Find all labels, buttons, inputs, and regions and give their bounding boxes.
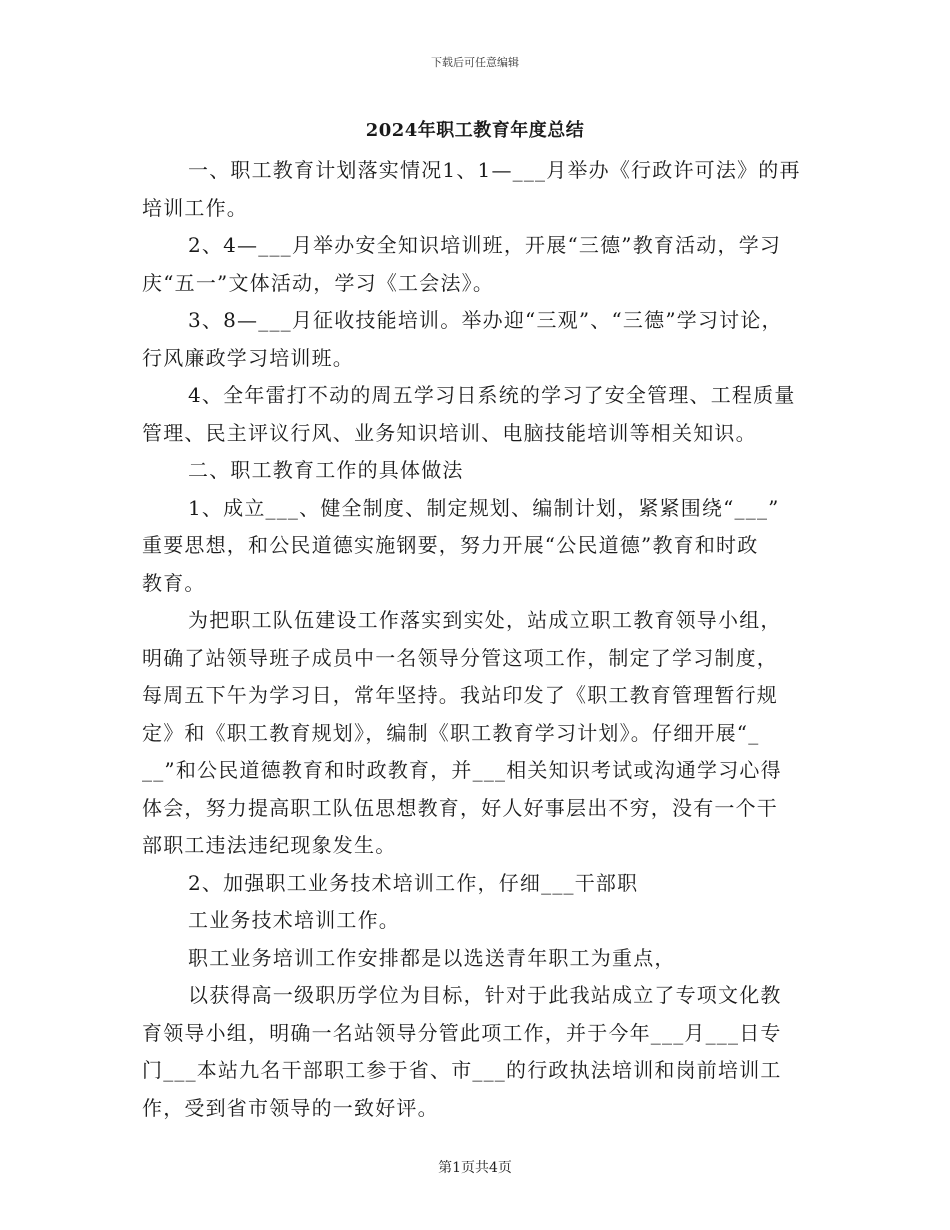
page-header: 下载后可任意编辑	[431, 56, 519, 69]
paragraph-line: 2、加强职工业务技术培训工作，仔细___干部职	[188, 870, 639, 895]
paragraph-line: __”和公民道德教育和时政教育，并___相关知识考试或沟通学习心得	[142, 758, 782, 782]
paragraph-plan-3	[142, 302, 818, 377]
paragraph-line: 部职工违法违纪现象发生。	[142, 833, 397, 857]
paragraph-line: 作，受到省市领导的一致好评。	[142, 1095, 439, 1120]
paragraph-line: 重要思想，和公民道德实施钢要，努力开展“公民道德”教育和时政	[142, 533, 759, 557]
paragraph-plan-4	[142, 377, 818, 452]
paragraph-line: 明确了站领导班子成员中一名领导分管这项工作，制定了学习制度，	[142, 645, 778, 670]
paragraph-line: 育领导小组，明确一名站领导分管此项工作，并于今年___月___日专	[142, 1020, 782, 1045]
paragraph-line: 每周五下午为学习日，常年坚持。我站印发了《职工教育管理暂行规	[142, 683, 778, 707]
paragraph-line: 庆“五一”文体活动，学习《工会法》。	[142, 270, 495, 295]
paragraph-line: 体会，努力提高职工队伍思想教育，好人好事层出不穷，没有一个干	[142, 795, 778, 820]
paragraph-line: 行风廉政学习培训班。	[142, 345, 354, 370]
paragraph-line: 职工业务培训工作安排都是以选送青年职工为重点，	[188, 945, 676, 970]
section-heading-methods	[142, 452, 818, 490]
paragraph-line: 管理、民主评议行风、业务知识培训、电脑技能培训等相关知识。	[142, 420, 757, 445]
paragraph-line: 培训工作。	[142, 195, 248, 220]
paragraph-line: 1、成立___、健全制度、制定规划、编制计划，紧紧围绕“___”	[188, 495, 780, 520]
paragraph-line: 为把职工队伍建设工作落实到实处，站成立职工教育领导小组，	[188, 608, 782, 632]
paragraph-team-building	[142, 602, 818, 865]
paragraph-method-2-cont	[142, 902, 818, 940]
paragraph-line: 教育。	[142, 570, 206, 595]
paragraph-line: 定》和《职工教育规划》，编制《职工教育学习计划》。仔细开展“_	[142, 720, 760, 745]
paragraph-line: 2、4—___月举办安全知识培训班，开展“三德”教育活动，学习	[188, 233, 782, 257]
paragraph-method-1	[142, 490, 818, 603]
paragraph-plan-1	[142, 152, 818, 227]
paragraph-training-focus	[142, 940, 818, 978]
paragraph-line: 二、职工教育工作的具体做法	[188, 458, 464, 482]
paragraph-training-goal	[142, 977, 818, 1127]
paragraph-line: 工业务技术培训工作。	[188, 908, 400, 932]
document-body	[142, 152, 818, 1127]
paragraph-line: 以获得高一级职历学位为目标，针对于此我站成立了专项文化教	[188, 983, 782, 1007]
paragraph-method-2	[142, 865, 818, 903]
paragraph-line: 3、8—___月征收技能培训。举办迎“三观”、“三德”学习讨论，	[188, 308, 783, 332]
paragraph-line: 门___本站九名干部职工参于省、市___的行政执法培训和岗前培训工	[142, 1058, 782, 1082]
paragraph-line: 4、全年雷打不动的周五学习日系统的学习了安全管理、工程质量	[188, 383, 796, 407]
document-title: 2024年职工教育年度总结	[365, 120, 585, 141]
paragraph-line: 一、职工教育计划落实情况1、1—___月举办《行政许可法》的再	[188, 158, 801, 182]
paragraph-plan-2	[142, 227, 818, 302]
page-footer: 第1页共4页	[438, 1160, 512, 1176]
